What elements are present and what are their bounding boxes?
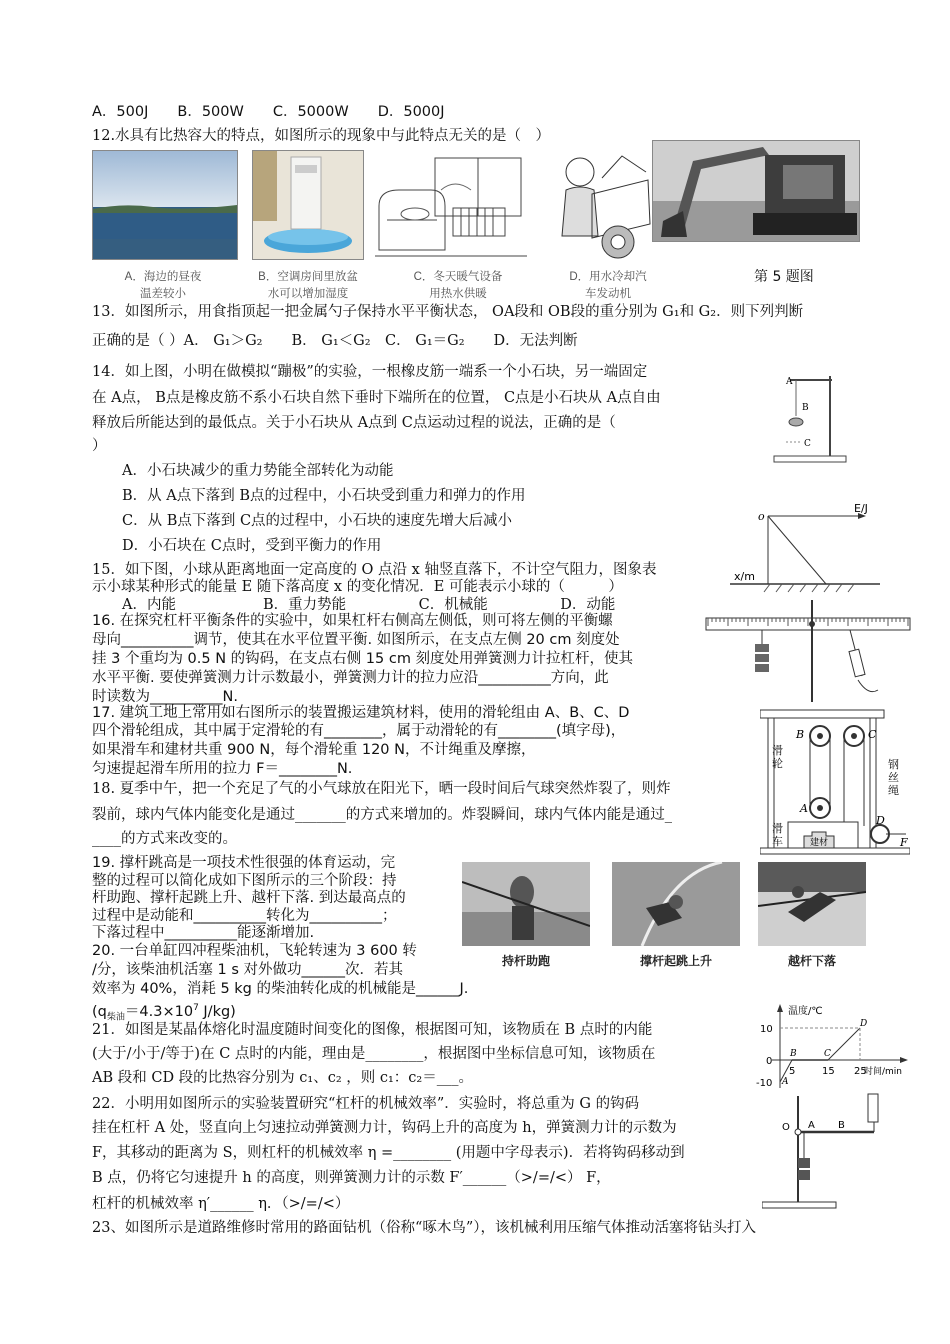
sea-photo — [92, 150, 238, 260]
rope-label: 钢丝绳 — [888, 758, 899, 797]
q19-line1: 19. 撑杆跳高是一项技术性很强的体育运动，完 — [92, 855, 396, 871]
height-axis-label: x/m — [734, 570, 755, 583]
pivot-o-label: O — [782, 1122, 790, 1133]
pulley-d-label: D — [876, 814, 885, 827]
caption-c: C．冬天暖气设备 用热水供暖 — [413, 271, 503, 300]
q22-line5: 杠杆的机械效率 η′______ η．（>/=/<） — [92, 1196, 350, 1212]
q16-line5: 时读数为__________N. — [92, 689, 238, 705]
q15-line1: 15．如下图，小球从距离地面一定高度的 O 点沿 x 轴竖直落下，不计空气阻力，图象表 — [92, 562, 657, 578]
q18-line3: ____的方式来改变的。 — [92, 831, 237, 847]
lever-efficiency-figure — [762, 1092, 886, 1210]
point-b-melt: B — [790, 1049, 797, 1059]
q15-options: A．内能 B．重力势能 C．机械能 D．动能 — [122, 597, 616, 613]
ac-room-photo — [252, 150, 364, 260]
point-a-label: A — [786, 377, 793, 387]
bar-fall-photo — [758, 862, 866, 946]
q12-stem: 12.水具有比热容大的特点，如图所示的现象中与此特点无关的是（ ） — [92, 128, 551, 144]
tick-y-neg10: -10 — [756, 1078, 773, 1089]
q16-line4: 水平平衡. 要使弹簧测力计示数最小，弹簧测力计的拉力应沿__________方向，此 — [92, 670, 609, 686]
q17-line2: 四个滑轮组成，其中属于定滑轮的有________，属于动滑轮的有________(填字母)， — [92, 723, 626, 739]
q13-line1: 13．如图所示，用食指顶起一把金属勺子保持水平平衡状态， OA段和 OB段的重分别为 G₁和 G₂．则下列判断 — [92, 304, 804, 320]
q19-line2: 整的过程可以简化成如下图所示的三个阶段：持 — [92, 873, 397, 889]
q13-line2: 正确的是（ ）A． G₁＞G₂ B． G₁＜G₂ C． G₁＝G₂ D．无法判断 — [92, 333, 578, 349]
q21-line3: AB 段和 CD 段的比热容分别为 c₁、c₂ ，则 c₁：c₂＝___。 — [92, 1070, 473, 1086]
q19-line3: 杆助跑、撑杆起跳上升、越杆下落. 到达最高点的 — [92, 890, 406, 906]
point-a-melt: A — [782, 1077, 789, 1087]
time-axis-label: 时间/min — [864, 1067, 903, 1077]
temp-axis-label: 温度/℃ — [788, 1006, 823, 1017]
tick-x-15: 15 — [822, 1066, 835, 1077]
pulley-b-label: B — [796, 728, 805, 741]
caption-bar-fall: 越杆下落 — [787, 954, 836, 968]
point-d-melt: D — [860, 1019, 868, 1029]
caption-pole-run: 持杆助跑 — [501, 954, 550, 968]
q21-line2: (大于/小于/等于)在 C 点时的内能，理由是________，根据图中坐标信息可知，该物质在 — [92, 1046, 656, 1062]
q14-line1: 14．如上图，小明在做模拟“蹦极”的实验，一根橡皮筋一端系一个小石块，另一端固定 — [92, 364, 648, 380]
q22-line1: 22．小明用如图所示的实验装置研究“杠杆的机械效率”．实验时，将总重为 G 的钩码 — [92, 1096, 640, 1112]
pulley-a-label: A — [800, 802, 808, 815]
radiator-drawing — [375, 150, 527, 260]
sea-image — [93, 151, 237, 259]
point-b-lever: B — [838, 1120, 845, 1131]
q20-line2: /分，该柴油机活塞 1 s 对外做功______次．若其 — [92, 962, 403, 978]
pulley-label: 滑轮 — [772, 744, 783, 770]
q14-line3: 释放后所能达到的最低点。关于小石块从 A点到 C点运动过程的说法，正确的是（ — [92, 415, 616, 431]
q18-line2: 裂前，球内气体内能变化是通过_______的方式来增加的。炸裂瞬间，球内气体内能是通过_ — [92, 807, 672, 823]
q20-line1: 20. 一台单缸四冲程柴油机，飞轮转速为 3 600 转 — [92, 943, 417, 959]
tick-y-10: 10 — [760, 1024, 773, 1035]
point-a-lever: A — [808, 1120, 815, 1131]
car-cooling-drawing — [552, 150, 652, 262]
q16-line1: 16. 在探究杠杆平衡条件的实验中，如果杠杆右侧高左侧低，则可将左侧的平衡螺 — [92, 613, 613, 629]
q11-options: A．500J B．500W C．5000W D．5000J — [92, 104, 445, 120]
material-label: 建材 — [810, 838, 829, 848]
pole-run-photo — [462, 862, 590, 946]
q14-option-c: C．从 B点下落到 C点的过程中，小石块的速度先增大后减小 — [122, 513, 513, 529]
q23-line1: 23、如图所示是道路维修时常用的路面钻机（俗称“啄木鸟”），该机械利用压缩气体推动活塞将钻头打入 — [92, 1220, 757, 1236]
force-f-label: F — [900, 836, 908, 849]
lever-ruler-figure — [702, 600, 914, 702]
q22-line3: F，其移动的距离为 S，则杠杆的机械效率 η =________ (用题中字母表示)．若将钩码移动到 — [92, 1145, 685, 1161]
q22-line2: 挂在杠杆 A 处，竖直向上匀速拉动弹簧测力计，钩码上升的高度为 h，弹簧测力计的示数为 — [92, 1120, 677, 1136]
q21-line1: 21．如图是某晶体熔化时温度随时间变化的图像，根据图可知，该物质在 B 点时的内能 — [92, 1022, 653, 1038]
energy-axis-label: E/J — [854, 502, 868, 515]
radiator-image — [375, 150, 527, 260]
q15-line2: 示小球某种形式的能量 E 随下落高度 x 的变化情况．E 可能表示小球的（ ） — [92, 579, 623, 595]
excavator-image — [653, 141, 859, 241]
q19-line5: 下落过程中__________能逐渐增加. — [92, 925, 315, 941]
cart-label: 滑车 — [772, 822, 783, 848]
bungee-stand-figure — [770, 370, 850, 465]
fig5-label: 第 5 题图 — [754, 269, 814, 285]
caption-d: D．用水冷却汽 车发动机 — [569, 271, 647, 300]
caption-b: B．空调房间里放盆 水可以增加湿度 — [258, 271, 358, 300]
q14-line4: ） — [92, 438, 107, 454]
tick-x-5: 5 — [789, 1066, 796, 1077]
q14-option-d: D．小石块在 C点时，受到平衡力的作用 — [122, 538, 382, 554]
q17-line1: 17. 建筑工地上常用如右图所示的装置搬运建筑材料，使用的滑轮组由 A、B、C、D — [92, 705, 630, 721]
ac-room-image — [253, 151, 363, 259]
excavator-photo — [652, 140, 860, 242]
tick-y-0: 0 — [766, 1056, 773, 1067]
q22-line4: B 点，仍将它匀速提升 h 的高度，则弹簧测力计的示数 F′______（>/=/<） F， — [92, 1170, 611, 1186]
q16-line2: 母向__________调节，使其在水平位置平衡. 如图所示，在支点左侧 20 cm 刻度处 — [92, 632, 620, 648]
q20-line3: 效率为 40%，消耗 5 kg 的柴油转化成的机械能是______J. — [92, 981, 469, 997]
point-b-label: B — [802, 403, 809, 413]
tick-x-25: 25 — [854, 1066, 867, 1077]
q17-line3: 如果滑车和建材共重 900 N，每个滑轮重 120 N，不计绳重及摩擦， — [92, 742, 536, 758]
q14-option-b: B．从 A点下落到 B点的过程中，小石块受到重力和弹力的作用 — [122, 488, 526, 504]
q18-line1: 18. 夏季中午，把一个充足了气的小气球放在阳光下，晒一段时间后气球突然炸裂了，则炸 — [92, 781, 671, 797]
pole-jump-photo — [612, 862, 740, 946]
pulley-system-figure — [760, 708, 910, 860]
car-cooling-image — [552, 150, 652, 262]
q20-line4: ($q_{柴油}=4.3\times 10^7$ J/kg) — [92, 1003, 236, 1023]
q14-option-a: A．小石块减少的重力势能全部转化为动能 — [122, 463, 394, 479]
melting-graph-figure — [752, 1004, 912, 1094]
q17-line4: 匀速提起滑车所用的拉力 F＝________N. — [92, 761, 353, 777]
q14-line2: 在 A点， B点是橡皮筋不系小石块自然下垂时下端所在的位置， C点是小石块从 A点自由 — [92, 390, 661, 406]
pulley-c-label: C — [868, 728, 877, 741]
q16-line3: 挂 3 个重均为 0.5 N 的钩码，在支点右侧 15 cm 刻度处用弹簧测力计拉杠杆，使其 — [92, 651, 634, 667]
point-c-label: C — [804, 439, 811, 449]
caption-pole-jump: 撑杆起跳上升 — [639, 954, 712, 968]
origin-label: o — [758, 510, 765, 523]
q19-line4: 过程中是动能和__________转化为__________； — [92, 908, 397, 924]
caption-a: A．海边的昼夜 温差较小 — [124, 271, 202, 300]
energy-graph-figure — [730, 500, 880, 600]
point-c-melt: C — [824, 1049, 831, 1059]
